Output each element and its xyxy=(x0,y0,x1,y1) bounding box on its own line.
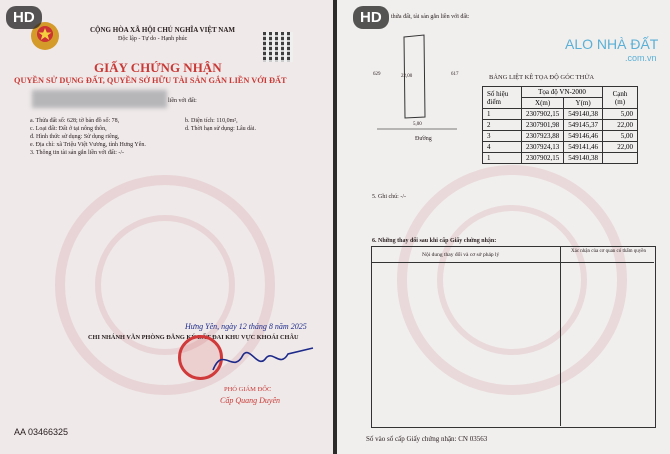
col-header: Nội dung thay đổi và cơ sở pháp lý xyxy=(422,252,500,258)
col-header: Tọa độ VN-2000 xyxy=(522,87,603,98)
info-line: b. Diện tích: 110,0m², xyxy=(185,118,238,124)
watermark-url: .com.vn xyxy=(625,53,657,63)
map-label: 617 xyxy=(451,72,459,77)
issue-date: Hưng Yên, ngày 12 tháng 8 năm 2025 xyxy=(185,322,307,331)
table-row: 4 2307924,13 549141,46 22,00 xyxy=(483,142,638,153)
col-header: X(m) xyxy=(522,98,564,109)
map-label: 5,00 xyxy=(413,122,422,127)
col-header: Cạnh (m) xyxy=(603,87,638,109)
info-line: đ. Hình thức sử dụng: Sử dụng riêng, xyxy=(30,134,120,140)
top-note: thửa đất, tài sản gắn liền với đất: xyxy=(391,14,470,20)
certificate-title: GIẤY CHỨNG NHẬN xyxy=(94,60,222,75)
col-header: Xác nhận của cơ quan có thẩm quyền xyxy=(571,249,646,254)
register-number: Số vào sổ cấp Giấy chứng nhận: CN 03563 xyxy=(366,435,488,443)
map-label: 629 xyxy=(373,72,381,77)
table-row: 1 2307902,15 549140,38 xyxy=(483,153,638,164)
road-label: Đường xyxy=(415,136,432,142)
table-row: 2 2307901,98 549145,37 22,00 xyxy=(483,120,638,131)
table-row: 1 2307902,15 549140,38 5,00 xyxy=(483,109,638,120)
changes-table xyxy=(371,246,656,428)
signer-name: Cấp Quang Duyên xyxy=(220,396,280,405)
info-line: d. Thời hạn sử dụng: Lâu dài. xyxy=(185,126,256,132)
info-line: a. Thửa đất số: 628; tờ bản đồ số: 78, xyxy=(30,118,120,124)
table-divider xyxy=(371,262,654,263)
issuing-office: CHI NHÁNH VĂN PHÒNG ĐĂNG KÝ ĐẤT ĐAI KHU VỰC KHOÁI CHÂU xyxy=(88,334,299,341)
table-divider xyxy=(560,246,561,426)
table-row: 3 2307923,88 549146,46 5,00 xyxy=(483,131,638,142)
col-header: Số hiệu điểm xyxy=(483,87,522,109)
info-line: e. Địa chỉ: xã Triệu Việt Vương, tỉnh Hưng Yên. xyxy=(30,142,146,148)
certificate-front-page xyxy=(0,0,333,454)
map-label: 22,00 xyxy=(401,74,413,79)
info-line: c. Loại đất: Đất ở tại nông thôn, xyxy=(30,126,107,132)
qr-code-icon xyxy=(263,32,293,62)
serial-number: AA 03466325 xyxy=(14,427,69,437)
info-line: 3. Thông tin tài sản gắn liền với đất: -/- xyxy=(30,150,125,156)
note: 5. Ghi chú: -/- xyxy=(372,194,406,200)
hd-badge: HD xyxy=(6,6,42,29)
plot-map xyxy=(362,25,472,175)
hd-badge: HD xyxy=(353,6,389,29)
country-header: CỘNG HÒA XÃ HỘI CHỦ NGHĨA VIỆT NAM xyxy=(90,26,236,34)
deputy-director: PHÓ GIÁM ĐỐC xyxy=(224,386,272,393)
coordinates-table xyxy=(482,86,638,164)
watermark-logo: ALO NHÀ ĐẤT xyxy=(565,36,659,52)
blurred-owner xyxy=(32,90,167,108)
signature-icon xyxy=(208,340,318,380)
col-header: Y(m) xyxy=(564,98,603,109)
coords-table-title: BẢNG LIỆT KÊ TỌA ĐỘ GÓC THỬA xyxy=(489,74,595,81)
certificate-subtitle: QUYỀN SỬ DỤNG ĐẤT, QUYỀN SỞ HỮU TÀI SẢN GẮN LIỀN VỚI ĐẤT xyxy=(14,76,287,85)
motto: Độc lập - Tự do - Hạnh phúc xyxy=(118,36,188,42)
owner-label: liền với đất: xyxy=(168,98,197,104)
changes-title: 6. Những thay đổi sau khi cấp Giấy chứng nhận: xyxy=(372,238,497,244)
